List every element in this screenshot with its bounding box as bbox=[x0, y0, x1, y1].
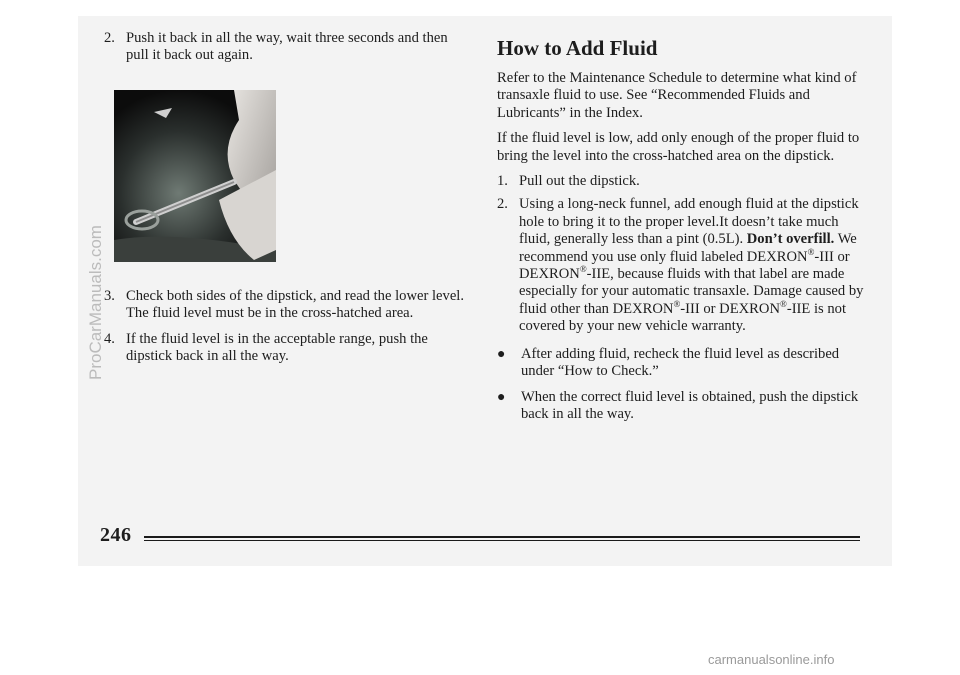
bullet-item bbox=[497, 389, 867, 424]
dipstick-photo-image bbox=[114, 90, 276, 262]
footer-rule-thin bbox=[144, 540, 860, 541]
dipstick-photo bbox=[114, 90, 276, 262]
step-number: 2. bbox=[104, 30, 115, 46]
step-text-c: -III or DEXRON bbox=[519, 248, 850, 283]
paragraph-2: If the fluid level is low, add only enough of the proper fluid to bring the level into the cross-hatched area on the dipstick. bbox=[497, 130, 860, 164]
step-text: Check both sides of the dipstick, and read the lower level. The fluid level must be in the cross-hatched area. bbox=[126, 288, 464, 322]
step-number: 4. bbox=[104, 330, 115, 347]
step-text-e: -III or DEXRON bbox=[680, 300, 780, 317]
bottom-watermark: carmanualsonline.info bbox=[708, 652, 835, 667]
step-number: 2. bbox=[497, 196, 508, 213]
left-step-2 bbox=[104, 30, 464, 65]
step-number: 3. bbox=[104, 288, 115, 304]
step-text: If the fluid level is in the acceptable range, push the dipstick back in all the way. bbox=[126, 330, 428, 365]
right-column bbox=[497, 30, 867, 431]
paragraph-1: Refer to the Maintenance Schedule to determine what kind of transaxle fluid to use. See “Recommended Fluids and Lubricants” in the Index. bbox=[497, 70, 857, 121]
step-text-f: -IIE is not covered by your new vehicle warranty. bbox=[519, 300, 847, 335]
dont-overfill-warning: Don’t overfill. bbox=[746, 231, 835, 248]
bullet-item bbox=[497, 346, 867, 381]
bullet-text: When the correct fluid level is obtained, push the dipstick back in all the way. bbox=[521, 388, 859, 422]
registered-mark: ® bbox=[579, 264, 587, 275]
left-column bbox=[104, 30, 464, 71]
registered-mark: ® bbox=[807, 246, 815, 257]
bullet-icon: ● bbox=[497, 346, 506, 362]
registered-mark: ® bbox=[673, 299, 681, 310]
right-step-2 bbox=[497, 196, 867, 335]
left-step-4 bbox=[104, 331, 464, 366]
step-text-a: Using a long-neck funnel, add enough fluid at the dipstick hole to bring it to the proper level.It doesn’t take much fluid, generally less than a pint (0.5L). bbox=[519, 196, 859, 248]
left-column-lower bbox=[104, 288, 464, 372]
right-step-1 bbox=[497, 173, 867, 190]
left-step-3 bbox=[104, 288, 464, 323]
side-watermark: ProCarManuals.com bbox=[86, 225, 105, 380]
step-text-b: We recommend you use only fluid labeled DEXRON bbox=[519, 231, 857, 265]
step-text: Push it back in all the way, wait three seconds and then pull it back out again. bbox=[126, 30, 448, 64]
step-text-d: -IIE, because fluids with that label are made especially for your automatic transaxle. Damage caused by fluid other than DEXRON bbox=[519, 266, 864, 317]
footer-rule bbox=[144, 536, 860, 538]
section-heading: How to Add Fluid bbox=[497, 36, 658, 60]
bullet-icon: ● bbox=[497, 389, 506, 405]
page-number: 246 bbox=[100, 524, 132, 546]
registered-mark: ® bbox=[779, 299, 787, 310]
bullet-text: After adding fluid, recheck the fluid level as described under “How to Check.” bbox=[521, 345, 840, 380]
step-number: 1. bbox=[497, 173, 508, 190]
step-text: Pull out the dipstick. bbox=[519, 173, 640, 190]
